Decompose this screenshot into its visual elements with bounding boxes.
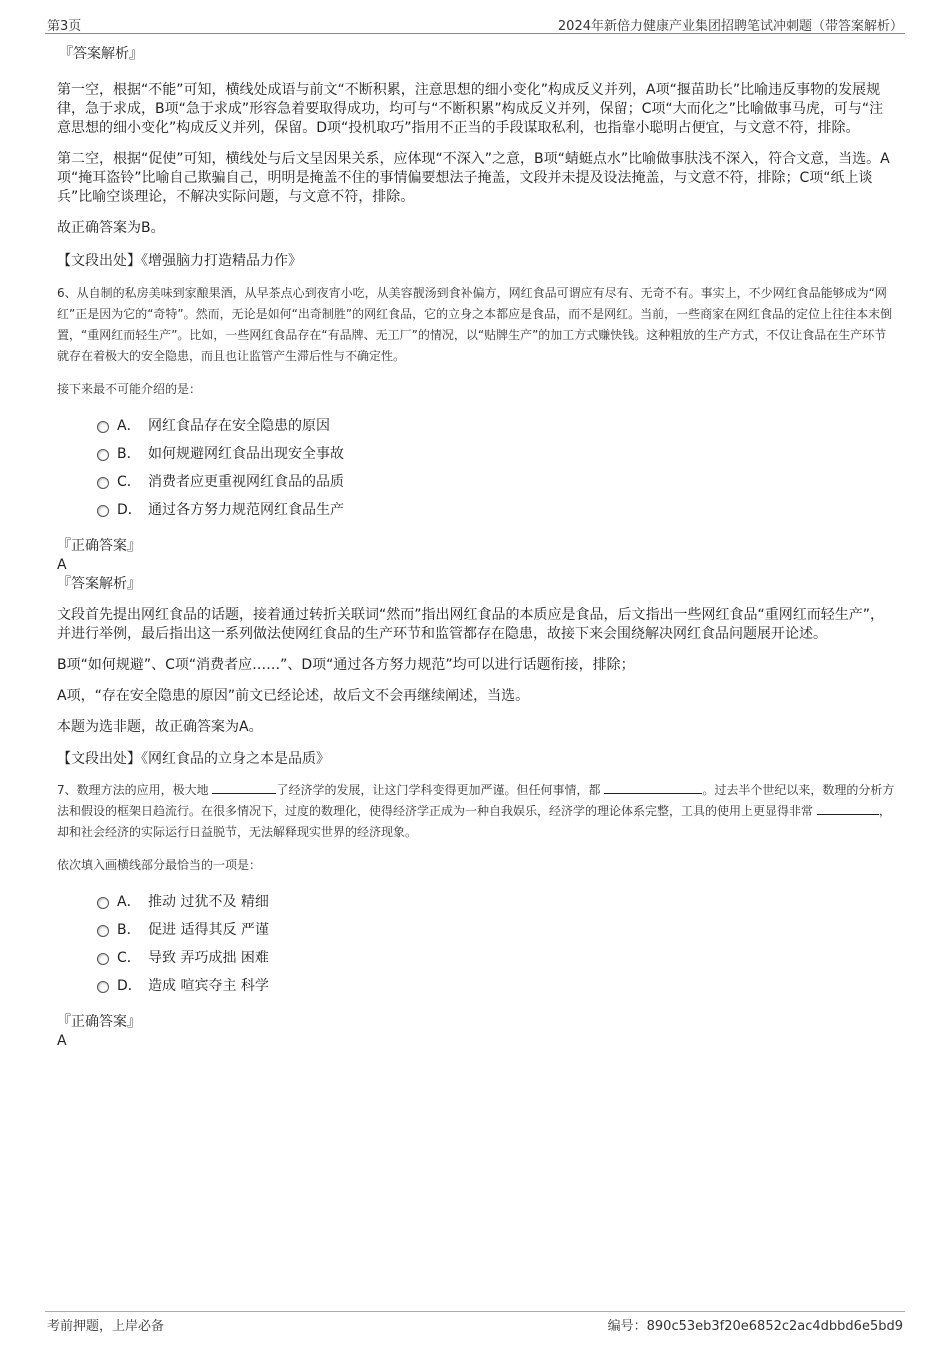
option-text: 造成 喧宾夺主 科学: [148, 978, 269, 994]
analysis-label: 『答案解析』: [59, 46, 143, 62]
radio-button-icon[interactable]: [97, 897, 109, 909]
analysis-paragraph: B项“如何规避”、C项“消费者应……”、D项“通过各方努力规范”均可以进行话题衔接，排除；: [57, 657, 635, 673]
radio-button-icon[interactable]: [97, 477, 109, 489]
passage-source: 【文段出处】《增强脑力打造精品力作》: [57, 253, 302, 269]
option-c[interactable]: [97, 468, 897, 496]
analysis-label: 『答案解析』: [57, 576, 141, 592]
option-d[interactable]: [97, 496, 897, 524]
answer-options: [97, 412, 897, 524]
option-text: 通过各方努力规范网红食品生产: [148, 502, 344, 518]
option-c[interactable]: [97, 944, 897, 972]
correct-answer: A: [57, 557, 67, 573]
option-text: 如何规避网红食品出现安全事故: [148, 446, 344, 462]
radio-button-icon[interactable]: [97, 925, 109, 937]
fill-blank: [817, 803, 879, 815]
stem-text: ，却和社会经济的实际运行日益脱节，无法解释现实世界的经济现象。: [57, 804, 891, 839]
answer-options: [97, 888, 897, 1000]
analysis-paragraph: 第二空，根据“促使”可知，横线处与后文呈因果关系，应体现“不深入”之意，B项“蜻蜓点水”比喻做事肤浅不深入，符合文意，当选。A项“掩耳盗铃”比喻自己欺骗自己，明明是掩盖不住的事情偏要想法子掩盖，文段并未提及设法掩盖，与文意不符，排除；C项“纸上谈兵”比喻空谈理论，不解决实际问题，与文意不符，排除。: [57, 151, 890, 205]
question-stem: [57, 780, 897, 843]
analysis-conclusion: 故正确答案为B。: [57, 220, 165, 236]
document-code: 编号：890c53eb3f20e6852c2ac4dbbd6e5bd9: [607, 1319, 903, 1334]
correct-answer-label: 『正确答案』: [57, 538, 141, 554]
question-prompt: 依次填入画横线部分最恰当的一项是：: [57, 858, 262, 872]
option-letter: C．: [117, 474, 141, 490]
footer-slogan: 考前押题，上岸必备: [47, 1319, 165, 1334]
analysis-paragraph: 文段首先提出网红食品的话题，接着通过转折关联词“然而”指出网红食品的本质应是食品，后文指出一些网红食品“重网红而轻生产”，并进行举例，最后指出这一系列做法使网红食品的生产环节和监管都存在隐患，故接下来会围绕解决网红食品问题展开论述。: [57, 607, 885, 642]
option-a[interactable]: [97, 412, 897, 440]
radio-button-icon[interactable]: [97, 505, 109, 517]
option-letter: D．: [117, 978, 142, 994]
analysis-paragraph: A项，“存在安全隐患的原因”前文已经论述，故后文不会再继续阐述，当选。: [57, 688, 530, 704]
correct-answer-label: 『正确答案』: [57, 1014, 141, 1030]
option-d[interactable]: [97, 972, 897, 1000]
correct-answer: A: [57, 1033, 67, 1049]
page-header: [45, 14, 905, 34]
page-content: [57, 44, 897, 1050]
option-letter: A．: [117, 418, 141, 434]
question-stem: 6、从自制的私房美味到家酿果酒，从早茶点心到夜宵小吃，从美容靓汤到食补偏方，网红食品可谓应有尽有、无奇不有。事实上，不少网红食品能够成为“网红”正是因为它的“奇特”。然而，无论是如何“出奇制胜”的网红食品，它的立身之本都应是食品，而不是网红。当前，一些商家在网红食品的定位上往往本末倒置，“重网红而轻生产”。比如，一些网红食品存在“有品牌、无工厂”的情况，以“贴牌生产”的加工方式赚快钱。这种粗放的生产方式，不仅让食品在生产环节就存在着极大的安全隐患，而且也让监管产生滞后性与不确定性。: [57, 286, 893, 363]
passage-source: 【文段出处】《网红食品的立身之本是品质》: [57, 751, 330, 767]
stem-text: 。过去半个世纪以来，数理的分析方法和假设的框架日趋流行。在很多情况下，过度的数理化，使得经济学正成为一种自我娱乐，经济学的理论体系完整，工具的使用上更显得非常: [57, 783, 895, 818]
option-letter: B．: [117, 922, 141, 938]
stem-text: 7、数理方法的应用，极大地: [57, 783, 209, 797]
page-number: 第3页: [47, 19, 82, 34]
radio-button-icon[interactable]: [97, 953, 109, 965]
analysis-paragraph: 第一空，根据“不能”可知，横线处成语与前文“不断积累，注意思想的细小变化”构成反义并列，A项“揠苗助长”比喻违反事物的发展规律，急于求成，B项“急于求成”形容急着要取得成功，均可与“不断积累”构成反义并列，保留；C项“大而化之”比喻做事马虎，可与“注意思想的细小变化”构成反义并列，保留。D项“投机取巧”指用不正当的手段谋取私利，也指靠小聪明占便宜，与文意不符，排除。: [57, 82, 884, 136]
radio-button-icon[interactable]: [97, 421, 109, 433]
option-b[interactable]: [97, 440, 897, 468]
option-letter: C．: [117, 950, 141, 966]
option-b[interactable]: [97, 916, 897, 944]
radio-button-icon[interactable]: [97, 981, 109, 993]
analysis-conclusion: 本题为选非题，故正确答案为A。: [57, 719, 263, 735]
radio-button-icon[interactable]: [97, 449, 109, 461]
question-prompt: 接下来最不可能介绍的是：: [57, 382, 202, 396]
option-a[interactable]: [97, 888, 897, 916]
stem-text: 了经济学的发展，让这门学科变得更加严谨。但任何事情，都: [276, 783, 601, 797]
page-footer: [45, 1311, 905, 1335]
fill-blank: [212, 782, 276, 794]
option-letter: A．: [117, 894, 141, 910]
option-text: 推动 过犹不及 精细: [148, 894, 269, 910]
option-text: 消费者应更重视网红食品的品质: [148, 474, 344, 490]
option-text: 网红食品存在安全隐患的原因: [148, 418, 330, 434]
option-letter: D．: [117, 502, 142, 518]
document-title: 2024年新倍力健康产业集团招聘笔试冲刺题（带答案解析）: [557, 19, 903, 34]
option-text: 导致 弄巧成拙 困难: [148, 950, 269, 966]
option-letter: B．: [117, 446, 141, 462]
fill-blank: [604, 782, 702, 794]
option-text: 促进 适得其反 严谨: [148, 922, 269, 938]
